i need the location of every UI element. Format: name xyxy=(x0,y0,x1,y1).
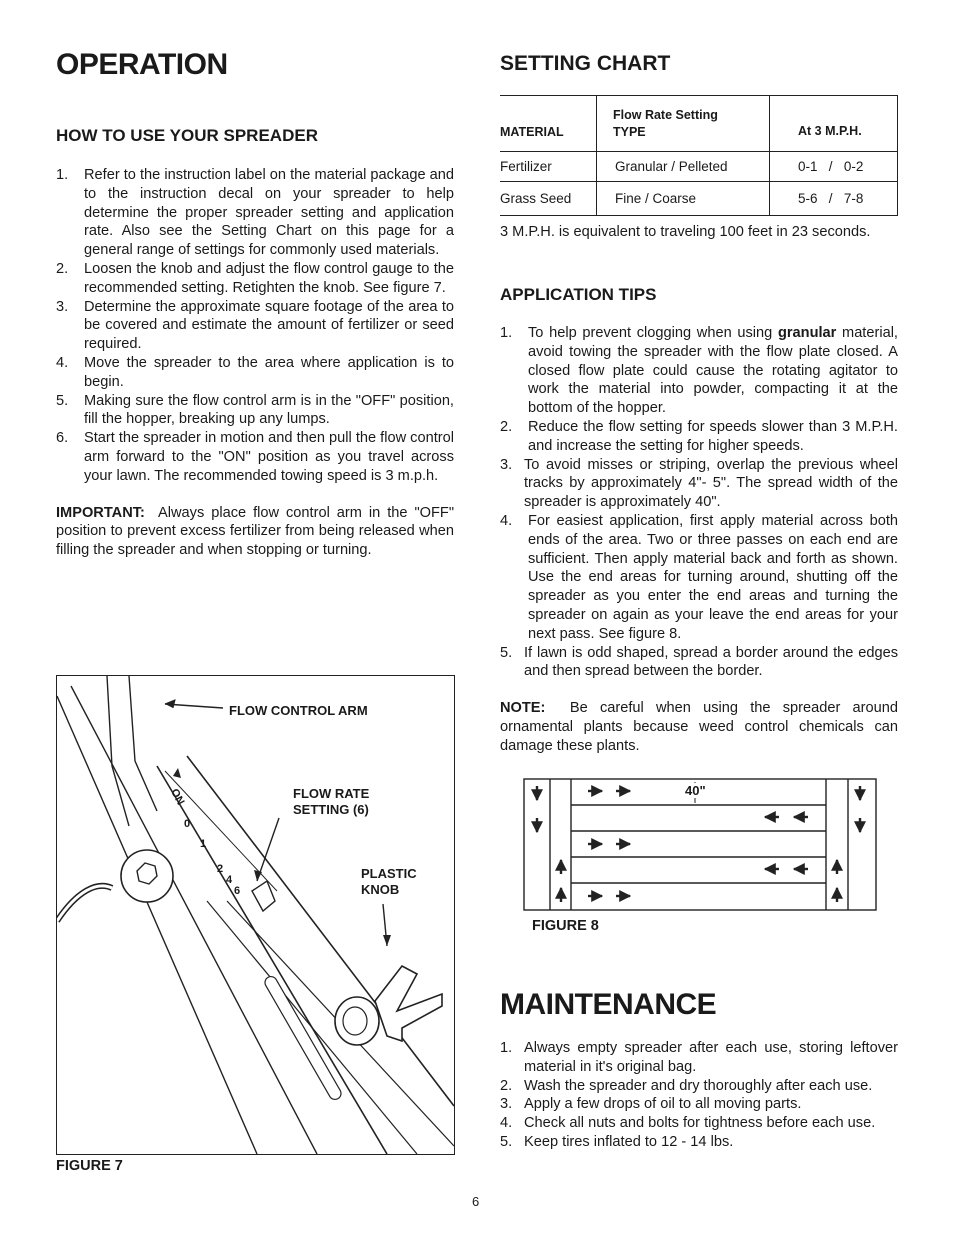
list-item: 2. Loosen the knob and adjust the flow control gauge to the recommended setting. Retighten the knob. See figure 7. xyxy=(56,260,454,296)
list-item: 2. Wash the spreader and dry thoroughly after each use. xyxy=(500,1077,873,1094)
scale-mark: 2 xyxy=(217,863,224,875)
table-row: Grass Seed Fine / Coarse 5-6 / 7-8 xyxy=(500,182,898,216)
page-number: 6 xyxy=(472,1194,480,1209)
list-item: 5. Keep tires inflated to 12 - 14 lbs. xyxy=(500,1133,734,1150)
application-tips-list xyxy=(500,324,898,756)
maintenance-title: MAINTENANCE xyxy=(500,988,717,1021)
table-row: Fertilizer Granular / Pelleted 0-1 / 0-2 xyxy=(500,152,898,182)
list-item: 6. Start the spreader in motion and then pull the flow control arm forward to the "ON" position as you travel across your lawn. The recommended towing speed is 3 m.p.h. xyxy=(56,430,454,484)
list-item: 2. Reduce the flow setting for speeds slower than 3 M.P.H. and increase the setting for higher speeds. xyxy=(500,418,898,454)
flow-control-arm-label: FLOW CONTROL ARM xyxy=(229,703,368,718)
list-item: 4. For easiest application, first apply material across both ends of the area. Two or three passes on each end are sufficient. Then apply material back and forth as shown. Use the end areas for turning around, shutting off the spreader as you enter the end areas and turning the spreader on again as your leave the end areas for your next pass. See figure 8. xyxy=(500,512,898,642)
list-item: 5. Making sure the flow control arm is in the "OFF" position, fill the hopper, breaking up any lumps. xyxy=(56,392,454,428)
width-label: 40" xyxy=(685,783,706,798)
list-item: 4. Check all nuts and bolts for tightness before each use. xyxy=(500,1115,876,1132)
rod-line xyxy=(71,686,317,1154)
figure-7-frame xyxy=(56,675,455,1155)
list-item: 1. To help prevent clogging when using granular material, avoid towing the spreader with the flow plate closed. A closed flow plate could cause the rotating agitator to work the material into powder, compacting it at the bottom of the hopper. xyxy=(500,325,898,417)
scale-mark: 6 xyxy=(234,885,241,897)
scale-mark: 1 xyxy=(200,838,207,850)
important-paragraph: IMPORTANT: Always place flow control arm in the "OFF" position to prevent excess fertilizer from being released when filling the spreader and when stopping or turning. xyxy=(56,504,454,559)
operation-title: OPERATION xyxy=(56,48,228,81)
list-item: 3. Apply a few drops of oil to all moving parts. xyxy=(500,1096,802,1113)
figure-7-illustration xyxy=(57,676,454,1154)
plastic-knob-label: PLASTIC KNOB xyxy=(361,866,417,897)
list-item: 1. Always empty spreader after each use, storing leftover material in it's original bag. xyxy=(500,1040,898,1075)
figure-8-diagram xyxy=(523,778,877,912)
how-to-heading: HOW TO USE YOUR SPREADER xyxy=(56,126,318,145)
list-item: 1. Refer to the instruction label on the material package and to the instruction decal on your spreader to help determine the proper spreader setting and application rate. Also see the Setting Chart on this page for a general range of settings for commonly used materials. xyxy=(56,167,454,259)
maintenance-list xyxy=(500,1039,898,1152)
flow-rate-setting-label: FLOW RATE SETTING (6) xyxy=(293,786,370,817)
header-type: Flow Rate Setting TYPE xyxy=(597,96,770,152)
note-paragraph: NOTE: Be careful when using the spreader around ornamental plants because weed control chemicals can damage these plants. xyxy=(500,700,899,754)
setting-chart-table xyxy=(500,95,898,216)
list-item: 5. If lawn is odd shaped, spread a border around the edges and then spread between the border. xyxy=(500,644,898,680)
list-item: 3. To avoid misses or striping, overlap the previous wheel tracks by approximately 4"- 5". The spread width of the spreader is approximately 40". xyxy=(500,456,898,511)
scale-mark: 0 xyxy=(184,818,191,830)
list-item: 3. Determine the approximate square footage of the area to be covered and estimate the amount of fertilizer or seed required. xyxy=(56,298,454,353)
setting-chart-heading: SETTING CHART xyxy=(500,52,671,75)
figure-8-caption: FIGURE 8 xyxy=(532,918,599,934)
scale-mark: 4 xyxy=(226,874,233,886)
header-material: MATERIAL xyxy=(500,96,597,152)
how-to-steps xyxy=(56,166,454,560)
application-tips-heading: APPLICATION TIPS xyxy=(500,285,657,304)
header-mph: At 3 M.P.H. xyxy=(770,96,898,152)
spread-pattern-illustration xyxy=(523,778,877,912)
scale-on-label: ON xyxy=(168,786,187,808)
setting-chart-note: 3 M.P.H. is equivalent to traveling 100 feet in 23 seconds. xyxy=(500,224,871,240)
list-item: 4. Move the spreader to the area where application is to begin. xyxy=(56,354,454,390)
figure-7-caption: FIGURE 7 xyxy=(56,1158,123,1174)
